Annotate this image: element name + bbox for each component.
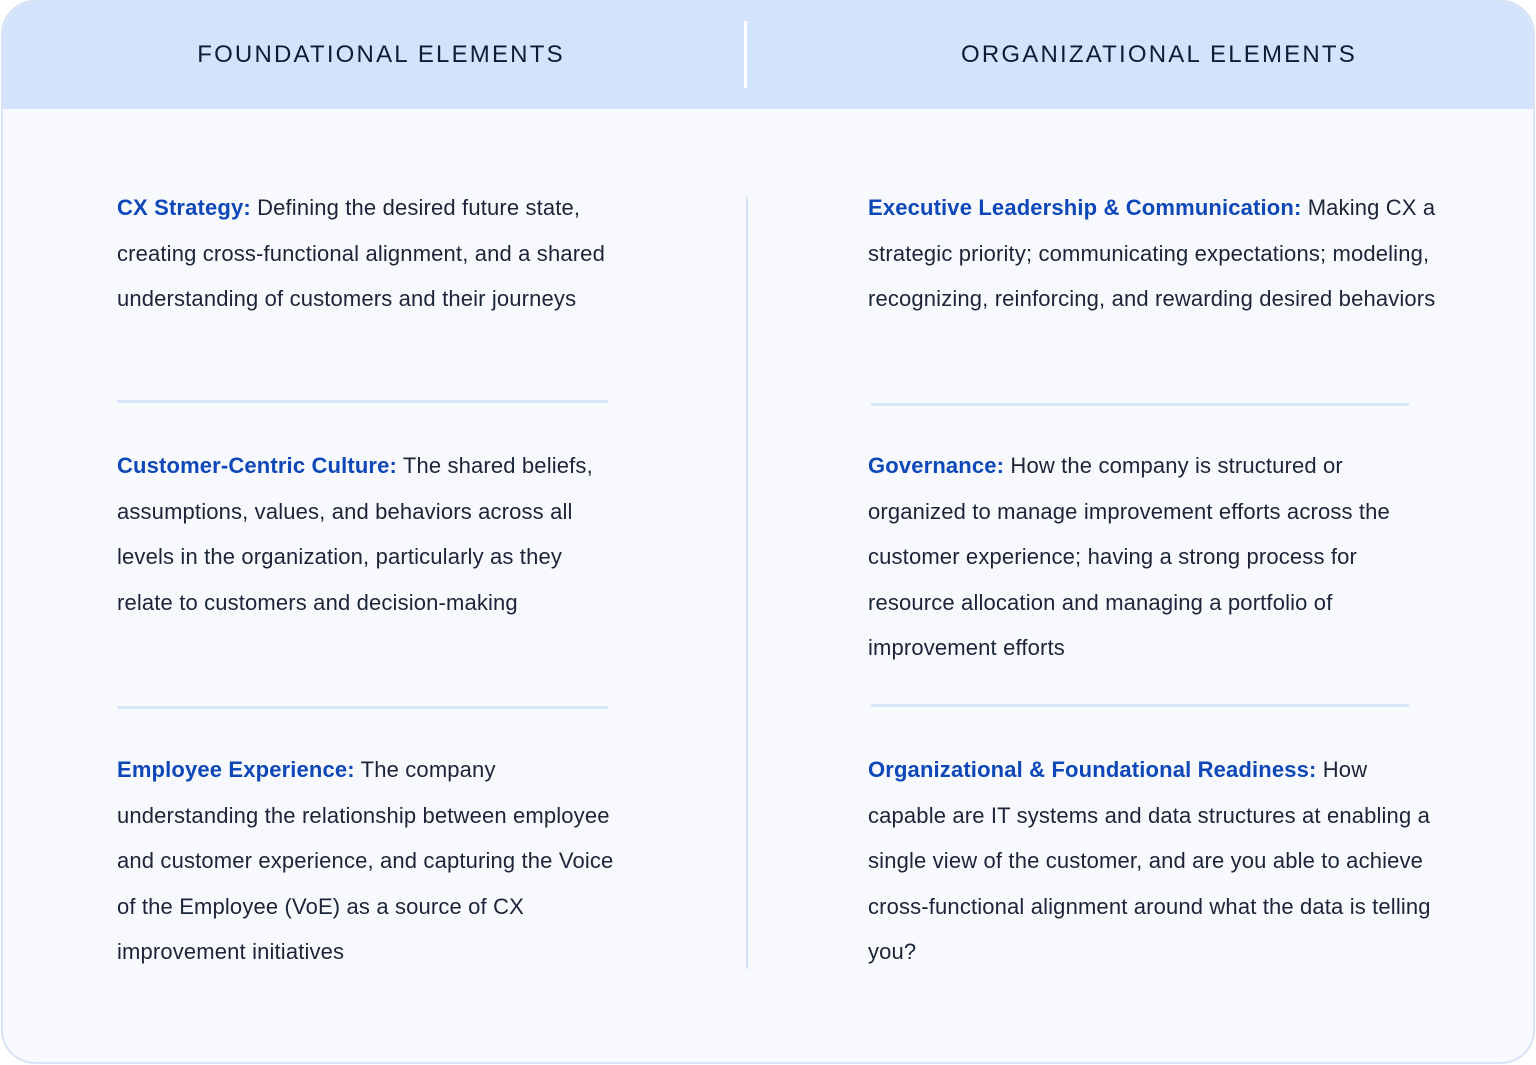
organizational-elements-heading: ORGANIZATIONAL ELEMENTS — [961, 41, 1357, 68]
item-separator — [871, 704, 1409, 707]
list-item-governance — [868, 443, 1438, 671]
foundational-elements-heading: FOUNDATIONAL ELEMENTS — [197, 41, 565, 68]
list-item-cx-strategy — [117, 185, 617, 322]
item-description: The company understanding the relationship between employee and customer experience, and capturing the Voice of the Employee (VoE) as a source of CX improvement initiatives — [117, 757, 614, 964]
item-term: Customer-Centric Culture: — [117, 453, 397, 478]
item-separator — [117, 706, 608, 709]
table-header — [3, 2, 1533, 109]
item-term: Executive Leadership & Communication: — [868, 195, 1302, 220]
item-term: CX Strategy: — [117, 195, 251, 220]
item-term: Organizational & Foundational Readiness: — [868, 757, 1317, 782]
item-description: How the company is structured or organized to manage improvement efforts across the customer experience; having a strong process for resource allocation and managing a portfolio of improvement efforts — [868, 453, 1390, 660]
item-description: How capable are IT systems and data structures at enabling a single view of the customer, and are you able to achieve cross-functional alignment around what the data is telling you? — [868, 757, 1431, 964]
item-term: Governance: — [868, 453, 1005, 478]
list-item-customer-centric-culture — [117, 443, 617, 625]
item-description: Making CX a strategic priority; communicating expectations; modeling, recognizing, reinforcing, and rewarding desired behaviors — [868, 195, 1436, 311]
list-item-employee-experience — [117, 747, 617, 975]
item-description: Defining the desired future state, creating cross-functional alignment, and a shared understanding of customers and their journeys — [117, 195, 605, 311]
header-divider — [744, 21, 747, 88]
list-item-executive-leadership — [868, 185, 1438, 322]
item-separator — [871, 403, 1409, 406]
item-description: The shared beliefs, assumptions, values, and behaviors across all levels in the organization, particularly as they relate to customers and decision-making — [117, 453, 593, 615]
elements-card — [1, 0, 1535, 1064]
column-divider — [746, 197, 748, 969]
list-item-organizational-readiness — [868, 747, 1438, 975]
item-term: Employee Experience: — [117, 757, 355, 782]
item-separator — [117, 400, 608, 403]
